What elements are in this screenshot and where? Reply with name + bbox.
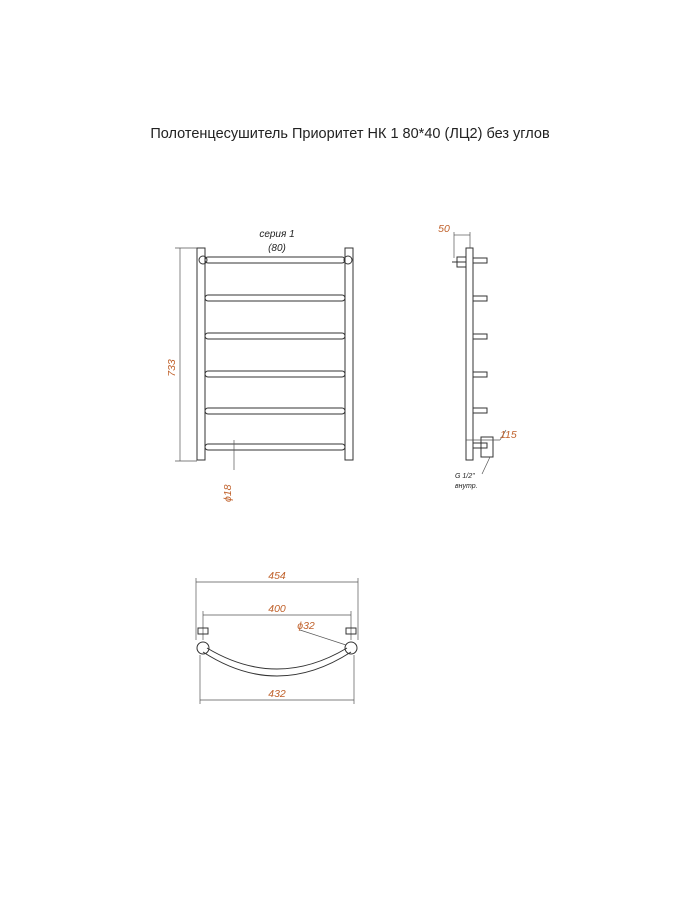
depth-dimension: 50 <box>438 223 450 235</box>
series-label: серия 1 <box>259 229 295 240</box>
front-view <box>166 229 353 502</box>
thread-note: внутр. <box>455 483 478 490</box>
right-riser <box>345 248 353 460</box>
rung-stub <box>473 408 487 413</box>
overall-width-dimension: 454 <box>268 570 286 582</box>
height-dimension: 733 <box>166 359 178 377</box>
rungs <box>205 257 345 450</box>
rung-stub <box>473 372 487 377</box>
rung <box>205 295 345 301</box>
rung-stub <box>473 296 487 301</box>
rung <box>205 257 345 263</box>
side-riser <box>466 248 473 460</box>
curved-rail-outer <box>203 652 351 676</box>
rung <box>205 333 345 339</box>
rung-stub <box>473 443 487 448</box>
offset-dimension: 115 <box>500 429 517 441</box>
side-view <box>438 223 517 490</box>
left-riser <box>197 248 205 460</box>
rung-stubs <box>473 258 487 448</box>
pipe-diameter-dimension: ϕ18 <box>222 484 234 502</box>
rung-stub <box>473 258 487 263</box>
center-distance-dimension: 400 <box>268 603 286 615</box>
series-value: (80) <box>268 243 286 254</box>
rung <box>205 371 345 377</box>
drawing-title: Полотенцесушитель Приоритет НК 1 80*40 (ЛЦ2) без углов <box>150 126 550 142</box>
top-view <box>196 570 358 704</box>
rail-diameter-dimension: ϕ32 <box>297 620 315 632</box>
thread-label: G 1/2" <box>455 473 475 480</box>
bottom-width-dimension: 432 <box>268 688 286 700</box>
rung <box>205 444 345 450</box>
rung-stub <box>473 334 487 339</box>
rung <box>205 408 345 414</box>
